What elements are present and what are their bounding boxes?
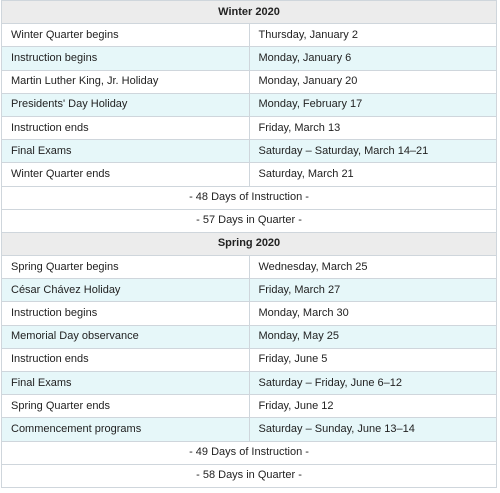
academic-calendar-table: [1, 0, 497, 488]
event-cell: Spring Quarter ends: [2, 395, 250, 418]
section-title: Winter 2020: [2, 1, 497, 24]
event-cell: Final Exams: [2, 372, 250, 395]
event-cell: Memorial Day observance: [2, 325, 250, 348]
date-cell: Saturday, March 21: [249, 163, 497, 186]
table-row: [2, 116, 497, 139]
table-row: [2, 372, 497, 395]
date-cell: Friday, March 27: [249, 279, 497, 302]
event-cell: Instruction begins: [2, 47, 250, 70]
date-cell: Saturday – Saturday, March 14–21: [249, 140, 497, 163]
date-cell: Saturday – Friday, June 6–12: [249, 372, 497, 395]
date-cell: Thursday, January 2: [249, 24, 497, 47]
event-cell: Spring Quarter begins: [2, 256, 250, 279]
event-cell: Martin Luther King, Jr. Holiday: [2, 70, 250, 93]
quarter-days-note: - 57 Days in Quarter -: [2, 209, 497, 232]
event-cell: Winter Quarter ends: [2, 163, 250, 186]
event-cell: Instruction ends: [2, 116, 250, 139]
date-cell: Friday, June 12: [249, 395, 497, 418]
table-row: [2, 47, 497, 70]
table-row: [2, 348, 497, 371]
table-row: [2, 24, 497, 47]
section-header-winter: [2, 1, 497, 24]
event-cell: Presidents' Day Holiday: [2, 93, 250, 116]
event-cell: Final Exams: [2, 140, 250, 163]
event-cell: Winter Quarter begins: [2, 24, 250, 47]
summary-row: [2, 441, 497, 464]
date-cell: Monday, March 30: [249, 302, 497, 325]
instruction-days-note: - 49 Days of Instruction -: [2, 441, 497, 464]
section-title: Spring 2020: [2, 232, 497, 255]
date-cell: Wednesday, March 25: [249, 256, 497, 279]
table-row: [2, 418, 497, 441]
date-cell: Monday, February 17: [249, 93, 497, 116]
table-row: [2, 302, 497, 325]
table-row: [2, 93, 497, 116]
table-row: [2, 140, 497, 163]
instruction-days-note: - 48 Days of Instruction -: [2, 186, 497, 209]
date-cell: Monday, May 25: [249, 325, 497, 348]
event-cell: Instruction begins: [2, 302, 250, 325]
event-cell: Commencement programs: [2, 418, 250, 441]
date-cell: Monday, January 6: [249, 47, 497, 70]
table-row: [2, 163, 497, 186]
quarter-days-note: - 58 Days in Quarter -: [2, 464, 497, 487]
summary-row: [2, 209, 497, 232]
table-row: [2, 256, 497, 279]
summary-row: [2, 186, 497, 209]
event-cell: Instruction ends: [2, 348, 250, 371]
summary-row: [2, 464, 497, 487]
table-row: [2, 70, 497, 93]
date-cell: Monday, January 20: [249, 70, 497, 93]
section-header-spring: [2, 232, 497, 255]
event-cell: César Chávez Holiday: [2, 279, 250, 302]
table-row: [2, 325, 497, 348]
table-row: [2, 395, 497, 418]
table-row: [2, 279, 497, 302]
date-cell: Saturday – Sunday, June 13–14: [249, 418, 497, 441]
date-cell: Friday, March 13: [249, 116, 497, 139]
date-cell: Friday, June 5: [249, 348, 497, 371]
